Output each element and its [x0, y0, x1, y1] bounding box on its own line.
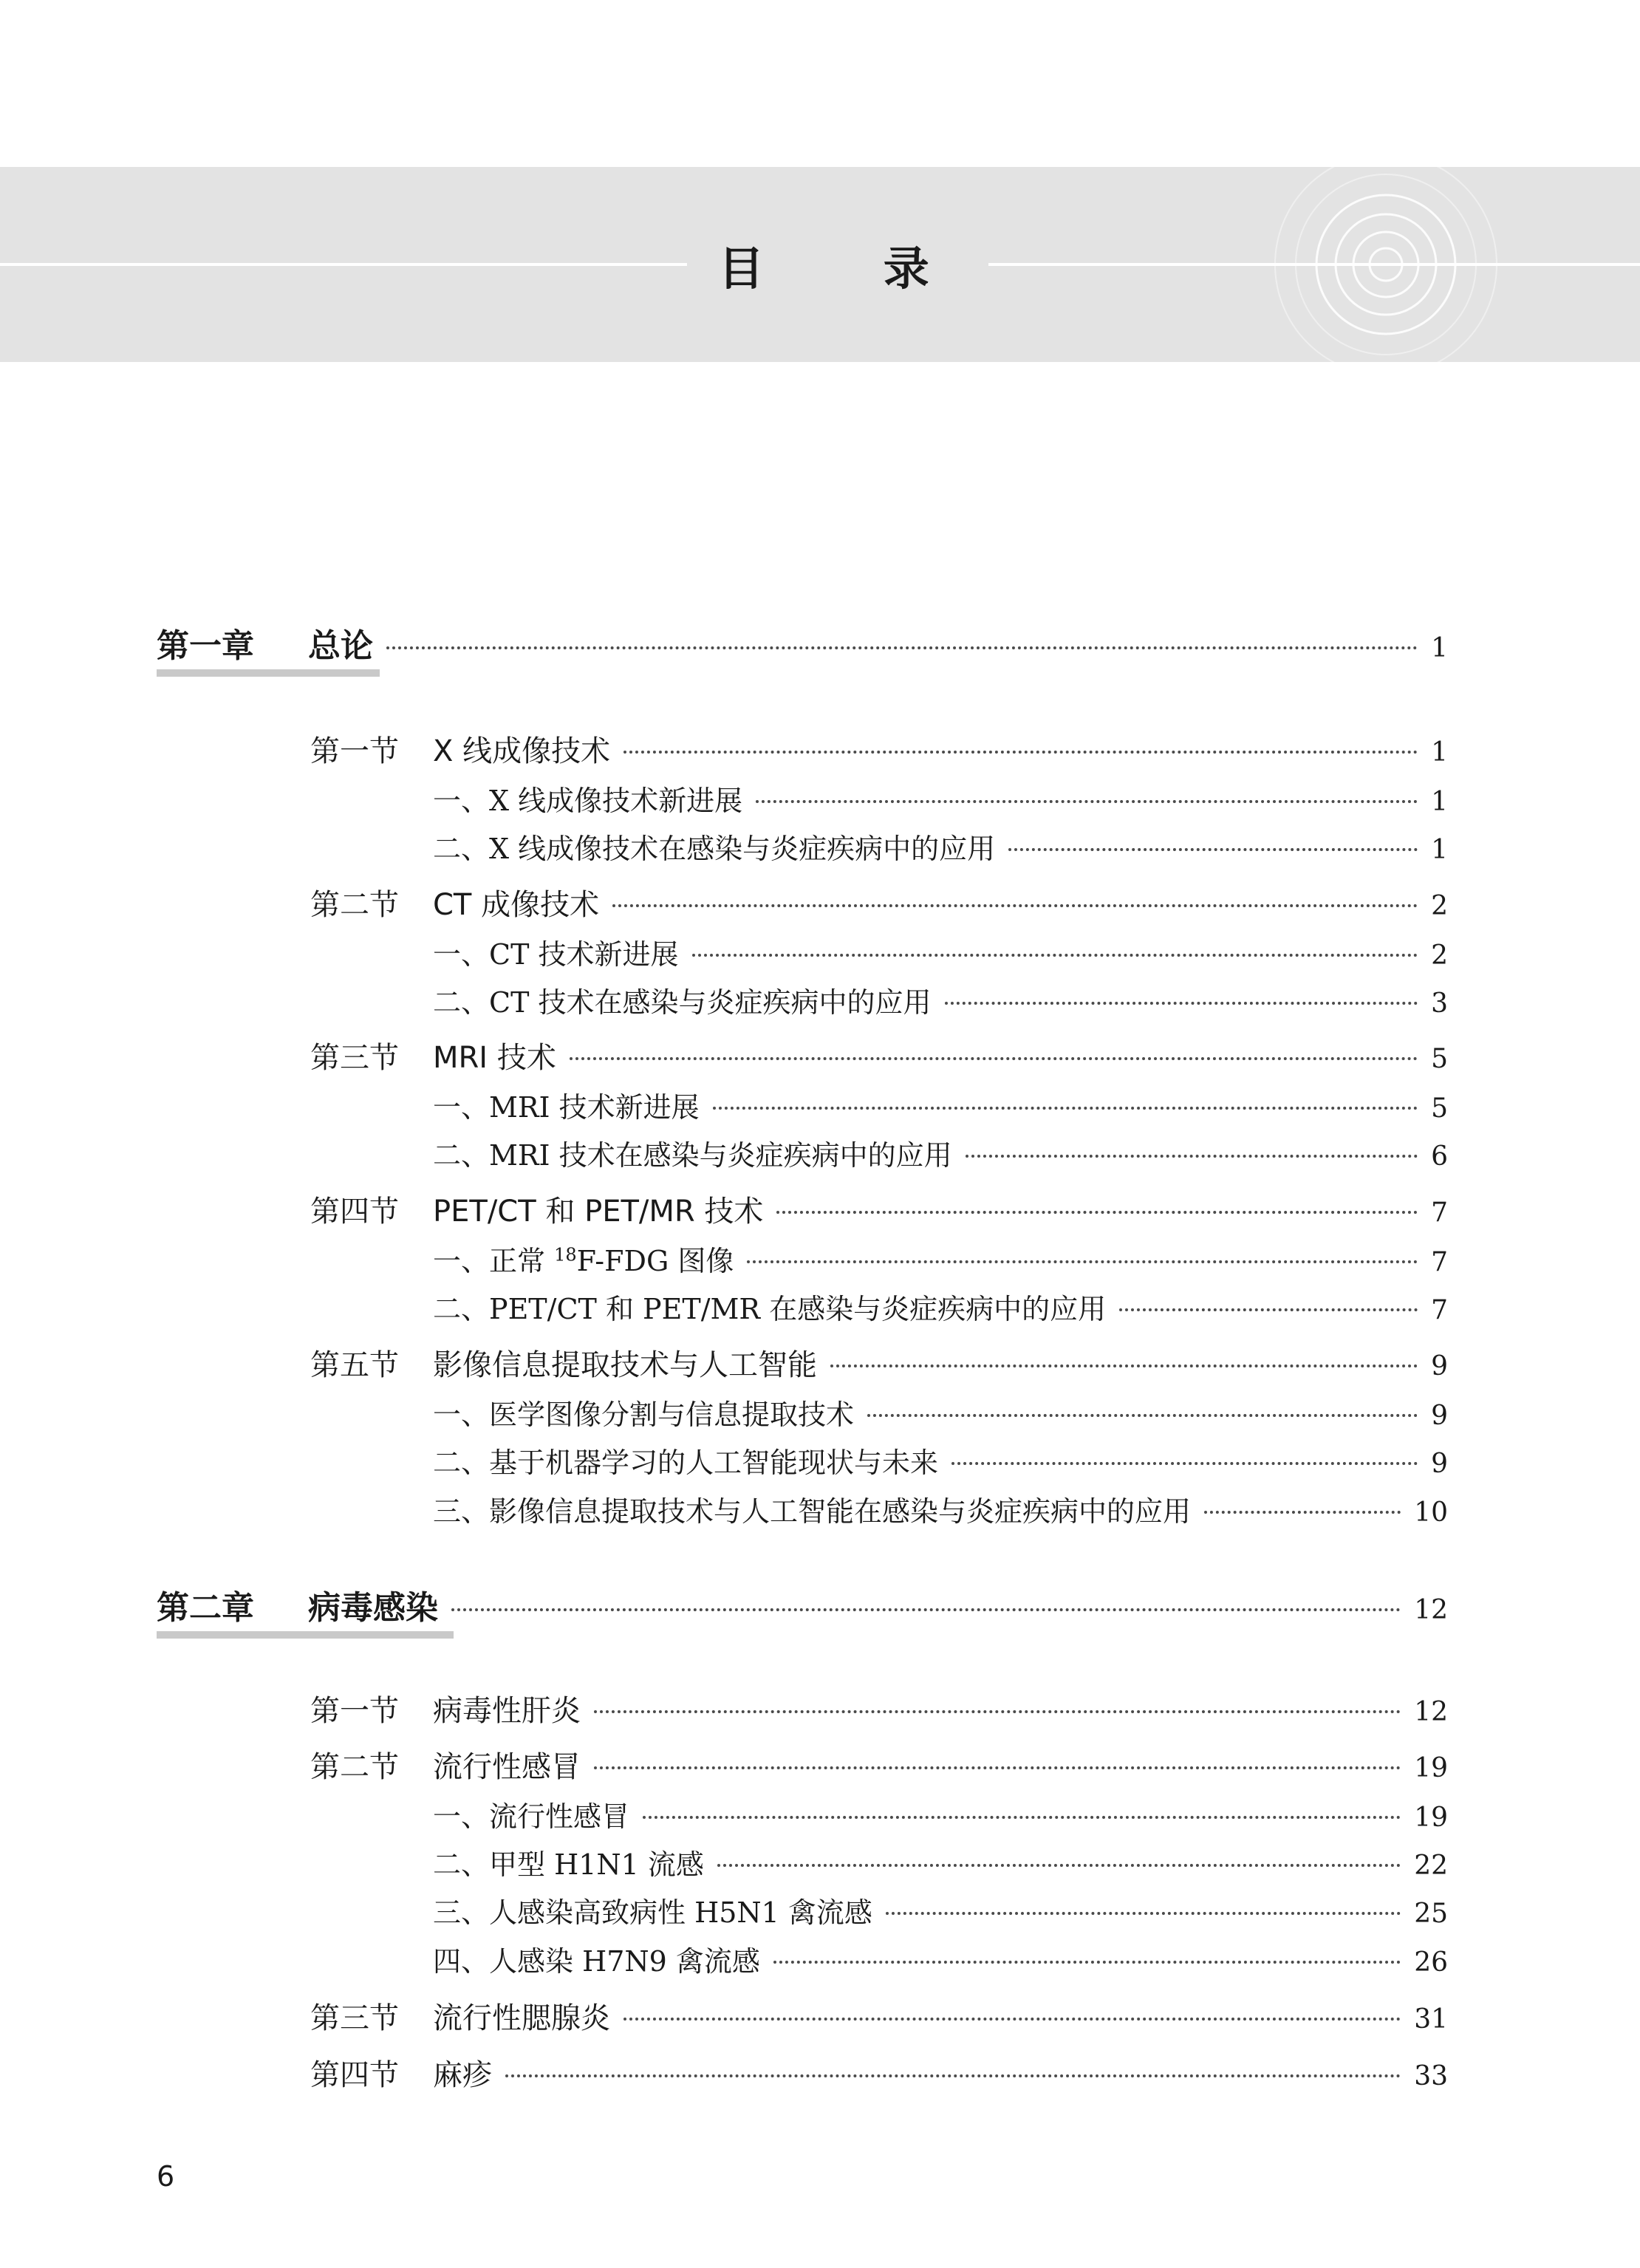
toc-item[interactable] [433, 826, 1448, 867]
page-number: 12 [1414, 1595, 1448, 1625]
page-number: 19 [1414, 1753, 1448, 1783]
toc-section[interactable] [310, 728, 1448, 770]
item-title: 一、MRI 技术新进展 [433, 1091, 700, 1124]
toc-section[interactable] [310, 1034, 1448, 1076]
dot-leader [451, 1608, 1401, 1611]
dot-leader [756, 800, 1418, 803]
page-title: 目 录 [703, 232, 988, 298]
toc-section[interactable] [310, 1743, 1448, 1786]
toc-section[interactable] [310, 881, 1448, 923]
section-title: 流行性腮腺炎 [433, 2001, 610, 2035]
item-title: 一、流行性感冒 [433, 1800, 630, 1833]
page-number: 12 [1414, 1697, 1448, 1727]
dot-leader [1119, 1308, 1418, 1311]
dot-leader [717, 1864, 1401, 1867]
folio-page-number: 6 [157, 2160, 175, 2193]
dot-leader [951, 1462, 1418, 1465]
section-title: CT 成像技术 [433, 888, 600, 922]
page-number: 1 [1431, 737, 1448, 768]
item-title [433, 1238, 734, 1279]
page-number: 7 [1431, 1295, 1448, 1325]
toc-chapter-1[interactable] [157, 619, 1448, 666]
section-number: 第三节 [310, 2001, 399, 2035]
page-number: 1 [1431, 787, 1448, 817]
chapter-number: 第二章 [157, 1589, 254, 1627]
dot-leader [692, 954, 1418, 957]
item-title: 二、甲型 H1N1 流感 [433, 1848, 704, 1881]
toc-item[interactable] [433, 980, 1448, 1020]
section-number: 第四节 [310, 2058, 399, 2092]
page-number: 5 [1431, 1093, 1448, 1124]
dot-leader [747, 1260, 1418, 1263]
section-number: 第一节 [310, 734, 399, 768]
item-prefix: 一、正常 [433, 1245, 555, 1277]
toc-item[interactable] [433, 1286, 1448, 1327]
item-title: 二、CT 技术在感染与炎症疾病中的应用 [433, 986, 932, 1019]
isotope-superscript: 18 [554, 1244, 577, 1265]
toc-item[interactable] [433, 1133, 1448, 1173]
dot-leader [776, 1211, 1418, 1214]
page-number: 3 [1431, 988, 1448, 1019]
section-number: 第二节 [310, 1750, 399, 1784]
toc-section[interactable] [310, 1995, 1448, 2037]
toc-item[interactable] [433, 778, 1448, 819]
section-number: 第一节 [310, 1694, 399, 1728]
page-number: 2 [1431, 940, 1448, 971]
toc-item[interactable] [433, 1794, 1448, 1834]
dot-leader [570, 1057, 1418, 1060]
item-title: 一、CT 技术新进展 [433, 938, 679, 971]
section-title: MRI 技术 [433, 1041, 556, 1075]
section-title: 流行性感冒 [433, 1750, 581, 1784]
dot-leader [886, 1912, 1401, 1915]
toc-section[interactable] [310, 2052, 1448, 2094]
dot-leader [773, 1961, 1401, 1964]
toc-chapter-2[interactable] [157, 1581, 1448, 1628]
item-title: 四、人感染 H7N9 禽流感 [433, 1945, 760, 1978]
page-number: 25 [1414, 1899, 1448, 1929]
dot-leader [1008, 848, 1418, 851]
section-title: PET/CT 和 PET/MR 技术 [433, 1195, 764, 1229]
toc-item[interactable] [433, 1392, 1448, 1432]
dot-leader [386, 646, 1418, 649]
item-title: 二、MRI 技术在感染与炎症疾病中的应用 [433, 1139, 952, 1172]
page-number: 9 [1431, 1449, 1448, 1479]
section-number: 第五节 [310, 1348, 399, 1382]
toc-item[interactable] [433, 1890, 1448, 1930]
toc-item[interactable] [433, 1842, 1448, 1882]
section-number: 第四节 [310, 1195, 399, 1229]
dot-leader [612, 904, 1418, 907]
page-number: 9 [1431, 1351, 1448, 1381]
section-title: 麻疹 [433, 2058, 492, 2092]
item-title: 一、X 线成像技术新进展 [433, 785, 743, 817]
toc-section[interactable] [310, 1342, 1448, 1384]
section-title: 影像信息提取技术与人工智能 [433, 1348, 817, 1382]
toc-item[interactable] [433, 1939, 1448, 1979]
header-band [0, 167, 1640, 362]
dot-leader [945, 1002, 1418, 1005]
page-number: 1 [1431, 633, 1448, 663]
page-number: 5 [1431, 1044, 1448, 1074]
dot-leader [1204, 1511, 1401, 1514]
page-number: 22 [1414, 1851, 1448, 1881]
item-title: 一、医学图像分割与信息提取技术 [433, 1398, 855, 1431]
page-number: 6 [1431, 1141, 1448, 1172]
dot-leader [713, 1107, 1418, 1110]
page-number: 2 [1431, 891, 1448, 921]
page-number: 33 [1414, 2061, 1448, 2091]
toc-heading-wrap [0, 167, 1640, 362]
page-number: 7 [1431, 1247, 1448, 1277]
dot-leader [623, 2018, 1401, 2021]
section-title: 病毒性肝炎 [433, 1694, 581, 1728]
item-title: 二、X 线成像技术在感染与炎症疾病中的应用 [433, 833, 996, 865]
dot-leader [867, 1414, 1418, 1417]
page-number: 10 [1414, 1497, 1448, 1528]
section-number: 第二节 [310, 888, 399, 922]
page-number: 9 [1431, 1401, 1448, 1431]
page-number: 7 [1431, 1198, 1448, 1228]
page-number: 19 [1414, 1803, 1448, 1833]
item-title: 三、人感染高致病性 H5N1 禽流感 [433, 1896, 872, 1929]
toc-item[interactable] [433, 932, 1448, 972]
item-title: 二、PET/CT 和 PET/MR 在感染与炎症疾病中的应用 [433, 1293, 1107, 1325]
chapter-underline [157, 669, 380, 677]
toc-section[interactable] [310, 1687, 1448, 1729]
dot-leader [505, 2074, 1401, 2077]
item-title: 三、影像信息提取技术与人工智能在感染与炎症疾病中的应用 [433, 1495, 1192, 1528]
dot-leader [594, 1766, 1401, 1769]
section-number: 第三节 [310, 1041, 399, 1075]
chapter-title: 病毒感染 [308, 1589, 438, 1627]
toc-item[interactable] [433, 1440, 1448, 1480]
page-number: 26 [1414, 1947, 1448, 1978]
toc-item[interactable] [433, 1489, 1448, 1529]
dot-leader [830, 1364, 1418, 1367]
item-suffix: F-FDG 图像 [576, 1245, 734, 1277]
page-number: 1 [1431, 835, 1448, 865]
chapter-number: 第一章 [157, 627, 254, 665]
dot-leader [643, 1816, 1401, 1819]
dot-leader [594, 1710, 1401, 1713]
toc-section[interactable] [310, 1188, 1448, 1230]
chapter-title: 总论 [308, 627, 373, 665]
page-number: 31 [1414, 2004, 1448, 2035]
toc-item[interactable] [433, 1085, 1448, 1125]
toc-item[interactable] [433, 1238, 1448, 1279]
dot-leader [966, 1155, 1418, 1158]
chapter-underline [157, 1631, 454, 1639]
item-title: 二、基于机器学习的人工智能现状与未来 [433, 1446, 939, 1479]
dot-leader [623, 751, 1418, 754]
section-title: X 线成像技术 [433, 734, 611, 768]
